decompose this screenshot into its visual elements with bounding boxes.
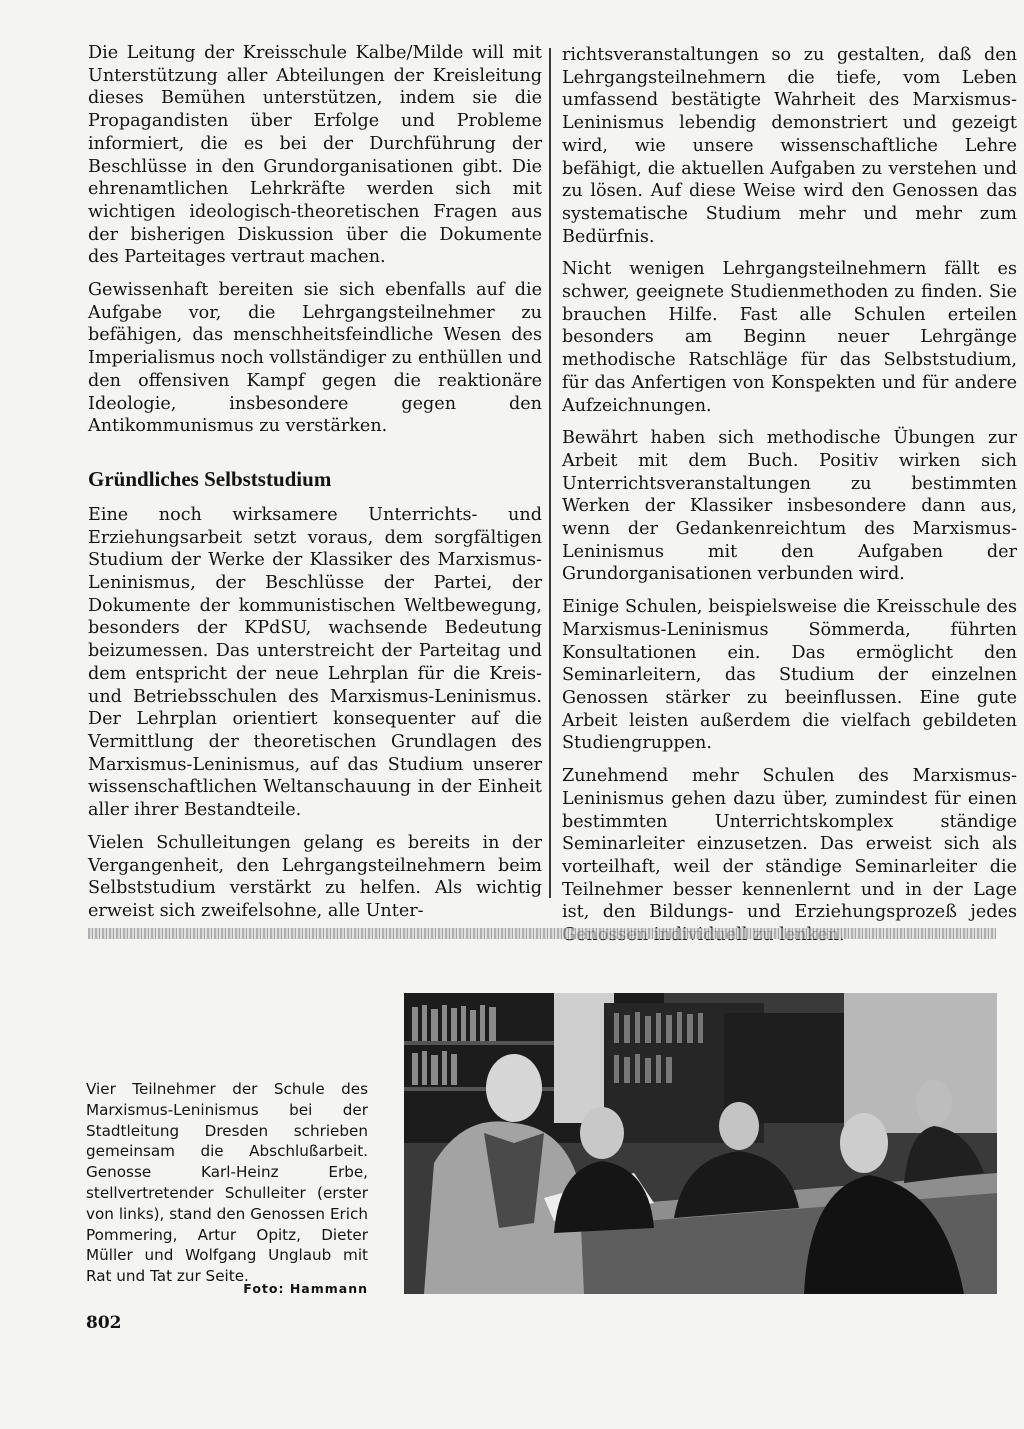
section-divider xyxy=(88,928,996,939)
photo-seminar-group xyxy=(404,993,997,1294)
paragraph: Nicht wenigen Lehrgangsteilnehmern fällt es schwer, geeignete Studienmethoden zu finden. Sie brauchen Hilfe. Fast alle Schulen erteilen besonders am Beginn neuer Lehrgänge methodische Ratschläge für das Selbststudium, für das Anfertigen von Konspekten und für andere Aufzeichnungen. xyxy=(562,259,1017,416)
photo-caption: Vier Teilnehmer der Schule des Marxismus-Leninismus bei der Stadtleitung Dresden schrieben gemeinsam die Abschlußarbeit. Genosse Karl-Heinz Erbe, stellvertretender Schulleiter (erster von links), stand den Genossen Erich Pommering, Artur Opitz, Dieter Müller und Wolfgang Unglaub mit Rat und Tat zur Seite. xyxy=(86,1080,368,1286)
left-column xyxy=(88,42,542,933)
section-heading: Gründliches Selbststudium xyxy=(88,466,332,491)
paragraph: Die Leitung der Kreisschule Kalbe/Milde will mit Unterstützung aller Abteilungen der Kreisleitung dieses Bemühen unterstützen, indem sie die Propagandisten über Erfolge und Probleme informiert, die es bei der Durchführung der Beschlüsse in den Grundorganisationen gibt. Die ehrenamtlichen Lehrkräfte werden sich mit wichtigen ideologisch-theoretischen Fragen aus der bisherigen Diskussion über die Dokumente des Parteitages vertraut machen. xyxy=(88,43,542,268)
paragraph: Zunehmend mehr Schulen des Marxismus-Leninismus gehen dazu über, zumindest für einen bestimmten Unterrichtskomplex ständige Seminarleiter einzusetzen. Das erweist sich als vorteilhaft, weil der ständige Seminarleiter die Teilnehmer besser kennenlernt und in der Lage ist, den Bildungs- und Erziehungsprozeß jedes xyxy=(562,766,1017,923)
column-divider xyxy=(549,48,551,898)
photo-illustration xyxy=(404,993,997,1294)
page-number: 802 xyxy=(86,1313,122,1333)
photo-credit: Foto: Hammann xyxy=(243,1281,368,1296)
paragraph: richtsveranstaltungen so zu gestalten, daß den Lehrgangsteilnehmern die tiefe, vom Leben umfassend bestätigte Wahrheit des Marxismus-Leninismus lebendig demonstriert und gezeigt wird, wie unsere wissenschaftliche Lehre befähigt, die aktuellen Aufgaben zu verstehen und zu lösen. Auf diese Weise wird den Genossen das systematische Studium mehr und mehr zum Bedürfnis. xyxy=(562,45,1017,247)
paragraph: Gewissenhaft bereiten sie sich ebenfalls auf die Aufgabe vor, die Lehrgangsteilnehmer zu befähigen, das menschheitsfeindliche Wesen des Imperialismus noch vollständiger zu enthüllen und den offensiven Kampf gegen die reaktionäre Ideologie, insbesondere gegen den Antikommunismus zu verstärken. xyxy=(88,280,542,437)
paragraph: Vielen Schulleitungen gelang es bereits in der Vergangenheit, den Lehrgangsteilnehmern beim Selbststudium verstärkt zu helfen. Als wichtig erweist sich zweifelsohne, alle Unter- xyxy=(88,832,542,921)
paragraph: Eine noch wirksamere Unterrichts- und Erziehungsarbeit setzt voraus, dem sorgfältigen Studium der Werke der Klassiker des Marxismus-Leninismus, der Beschlüsse der Partei, der Dokumente der kommunistischen Weltbewegung, besonders der KPdSU, wachsende Bedeutung beizumessen. Das unterstreicht der Parteitag und dem entspricht der neue Lehrplan für die Kreis- und Betriebsschulen des Marxismus-Leninismus. Der Lehrplan orientiert konsequenter auf die Vermittlung der theoretischen Grundlagen des Marxismus-Leninismus, auf das Studium unserer wissenschaftlichen Weltanschauung in der Einheit aller ihrer Bestandteile. xyxy=(88,504,542,821)
right-column xyxy=(562,44,1017,957)
paragraph: Einige Schulen, beispielsweise die Kreisschule des Marxismus-Leninismus Sömmerda, führten Konsultationen ein. Das ermöglicht den Seminarleitern, das Studium der einzelnen Genossen stärker zu beeinflussen. Eine gute Arbeit leisten außerdem die vielfach gebildeten Studiengruppen. xyxy=(562,597,1017,754)
paragraph: Bewährt haben sich methodische Übungen zur Arbeit mit dem Buch. Positiv wirken sich Unterrichtsveranstaltungen zu bestimmten Werken der Klassiker insbesondere dann aus, wenn der Gedankenreichtum des Marxismus-Leninismus mit den Aufgaben der Grundorganisationen verbunden wird. xyxy=(562,428,1017,585)
